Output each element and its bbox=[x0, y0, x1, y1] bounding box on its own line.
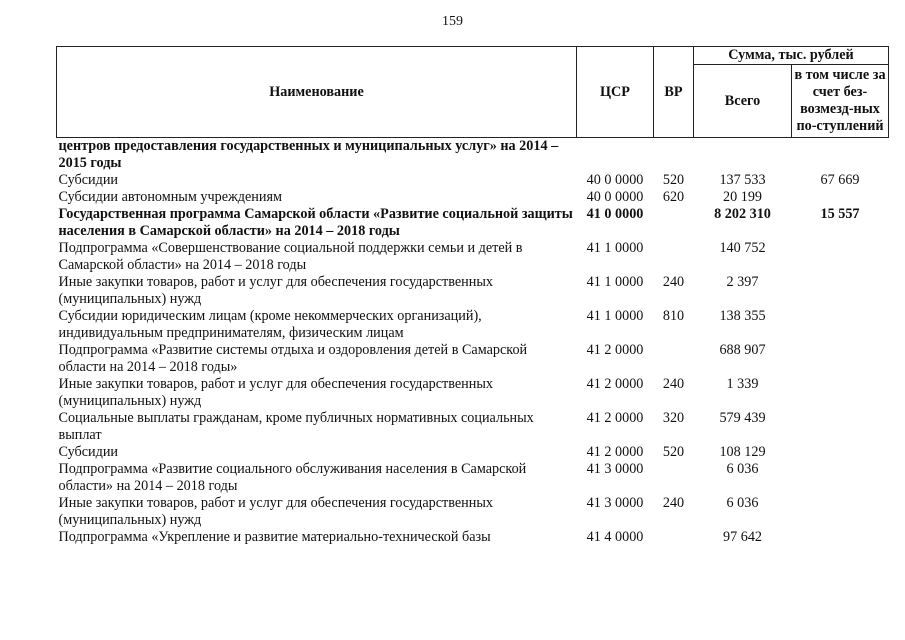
row-grants: 15 557 bbox=[820, 206, 860, 222]
table-row bbox=[57, 495, 889, 529]
row-grants bbox=[792, 376, 889, 410]
table-row bbox=[57, 308, 889, 342]
row-name: центров предоставления государственных и муниципальных услуг» на 2014 – 2015 годы bbox=[58, 138, 559, 171]
row-grants bbox=[792, 189, 889, 206]
row-vr: 240 bbox=[662, 274, 685, 290]
table-header bbox=[57, 47, 889, 138]
row-vr bbox=[654, 240, 694, 274]
header-sum: Сумма, тыс. рублей bbox=[694, 47, 889, 65]
row-csr: 41 1 0000 bbox=[586, 274, 644, 290]
row-grants: 67 669 bbox=[820, 172, 860, 188]
row-name: Подпрограмма «Укрепление и развитие материально-технической базы bbox=[58, 529, 491, 545]
table-row bbox=[57, 410, 889, 444]
row-csr: 41 1 0000 bbox=[586, 308, 644, 324]
row-csr: 41 3 0000 bbox=[586, 461, 644, 477]
row-vr: 810 bbox=[662, 308, 685, 324]
table-row bbox=[57, 444, 889, 461]
page-number: 159 bbox=[442, 14, 463, 29]
table-row bbox=[57, 461, 889, 495]
table-row bbox=[57, 529, 889, 546]
header-name: Наименование bbox=[57, 47, 577, 138]
row-csr bbox=[577, 138, 654, 173]
row-grants bbox=[792, 138, 889, 173]
row-csr: 40 0 0000 bbox=[586, 189, 644, 205]
row-vr bbox=[654, 461, 694, 495]
row-name: Субсидии bbox=[58, 444, 119, 460]
row-csr: 41 3 0000 bbox=[586, 495, 644, 511]
row-vr: 240 bbox=[662, 495, 685, 511]
table-row bbox=[57, 342, 889, 376]
row-total: 138 355 bbox=[719, 308, 766, 324]
row-total: 688 907 bbox=[719, 342, 766, 358]
row-csr: 41 2 0000 bbox=[586, 444, 644, 460]
table-row bbox=[57, 376, 889, 410]
row-total: 2 397 bbox=[726, 274, 759, 290]
row-total: 97 642 bbox=[722, 529, 762, 545]
row-name: Социальные выплаты гражданам, кроме публичных нормативных социальных выплат bbox=[58, 410, 534, 443]
row-vr: 520 bbox=[662, 444, 685, 460]
row-grants bbox=[792, 240, 889, 274]
row-total: 6 036 bbox=[726, 495, 759, 511]
row-total: 108 129 bbox=[719, 444, 766, 460]
row-name: Подпрограмма «Развитие системы отдыха и оздоровления детей в Самарской области на 2014 – 2018 годы» bbox=[58, 342, 528, 375]
row-total: 20 199 bbox=[722, 189, 762, 205]
row-grants bbox=[792, 342, 889, 376]
row-name: Иные закупки товаров, работ и услуг для обеспечения государственных (муниципальных) нужд bbox=[58, 274, 493, 307]
table-row bbox=[57, 138, 889, 173]
row-name: Иные закупки товаров, работ и услуг для обеспечения государственных (муниципальных) нужд bbox=[58, 495, 493, 528]
budget-table bbox=[56, 46, 889, 546]
row-vr bbox=[654, 342, 694, 376]
row-total: 140 752 bbox=[719, 240, 766, 256]
row-vr: 240 bbox=[662, 376, 685, 392]
row-grants bbox=[792, 410, 889, 444]
row-grants bbox=[792, 274, 889, 308]
table-row bbox=[57, 274, 889, 308]
row-vr bbox=[654, 138, 694, 173]
row-grants bbox=[792, 529, 889, 546]
row-csr: 41 1 0000 bbox=[586, 240, 644, 256]
header-vr: ВР bbox=[654, 47, 694, 138]
row-total: 137 533 bbox=[719, 172, 766, 188]
header-grants: в том числе за счет без-возмезд-ных по-ступлений bbox=[792, 65, 889, 138]
table-row bbox=[57, 206, 889, 240]
row-csr: 41 2 0000 bbox=[586, 376, 644, 392]
table-row bbox=[57, 172, 889, 189]
table-row bbox=[57, 240, 889, 274]
table-row bbox=[57, 189, 889, 206]
row-vr: 520 bbox=[662, 172, 685, 188]
row-name: Субсидии юридическим лицам (кроме некоммерческих организаций), индивидуальным предпринимателям, физическим лицам bbox=[58, 308, 482, 341]
row-vr: 620 bbox=[662, 189, 685, 205]
row-total: 8 202 310 bbox=[714, 206, 771, 222]
row-csr: 41 0 0000 bbox=[586, 206, 644, 222]
row-grants bbox=[792, 495, 889, 529]
row-vr bbox=[654, 529, 694, 546]
row-total: 1 339 bbox=[726, 376, 759, 392]
row-total: 579 439 bbox=[719, 410, 766, 426]
row-grants bbox=[792, 444, 889, 461]
row-name: Субсидии автономным учреждениям bbox=[58, 189, 282, 205]
row-name: Государственная программа Самарской области «Развитие социальной защиты населения в Самарской области» на 2014 – 2018 годы bbox=[58, 206, 573, 239]
row-csr: 41 2 0000 bbox=[586, 342, 644, 358]
row-grants bbox=[792, 308, 889, 342]
row-csr: 41 2 0000 bbox=[586, 410, 644, 426]
row-vr: 320 bbox=[662, 410, 685, 426]
header-total: Всего bbox=[694, 65, 792, 138]
row-total bbox=[694, 138, 792, 173]
row-name: Субсидии bbox=[58, 172, 119, 188]
row-vr bbox=[654, 206, 694, 240]
row-total: 6 036 bbox=[726, 461, 759, 477]
table-body bbox=[57, 138, 889, 547]
row-grants bbox=[792, 461, 889, 495]
row-name: Иные закупки товаров, работ и услуг для обеспечения государственных (муниципальных) нужд bbox=[58, 376, 493, 409]
header-csr: ЦСР bbox=[577, 47, 654, 138]
row-name: Подпрограмма «Развитие социального обслуживания населения в Самарской области» на 2014 – 2018 годы bbox=[58, 461, 527, 494]
row-csr: 41 4 0000 bbox=[586, 529, 644, 545]
row-name: Подпрограмма «Совершенствование социальной поддержки семьи и детей в Самарской области» на 2014 – 2018 годы bbox=[58, 240, 523, 273]
row-csr: 40 0 0000 bbox=[586, 172, 644, 188]
